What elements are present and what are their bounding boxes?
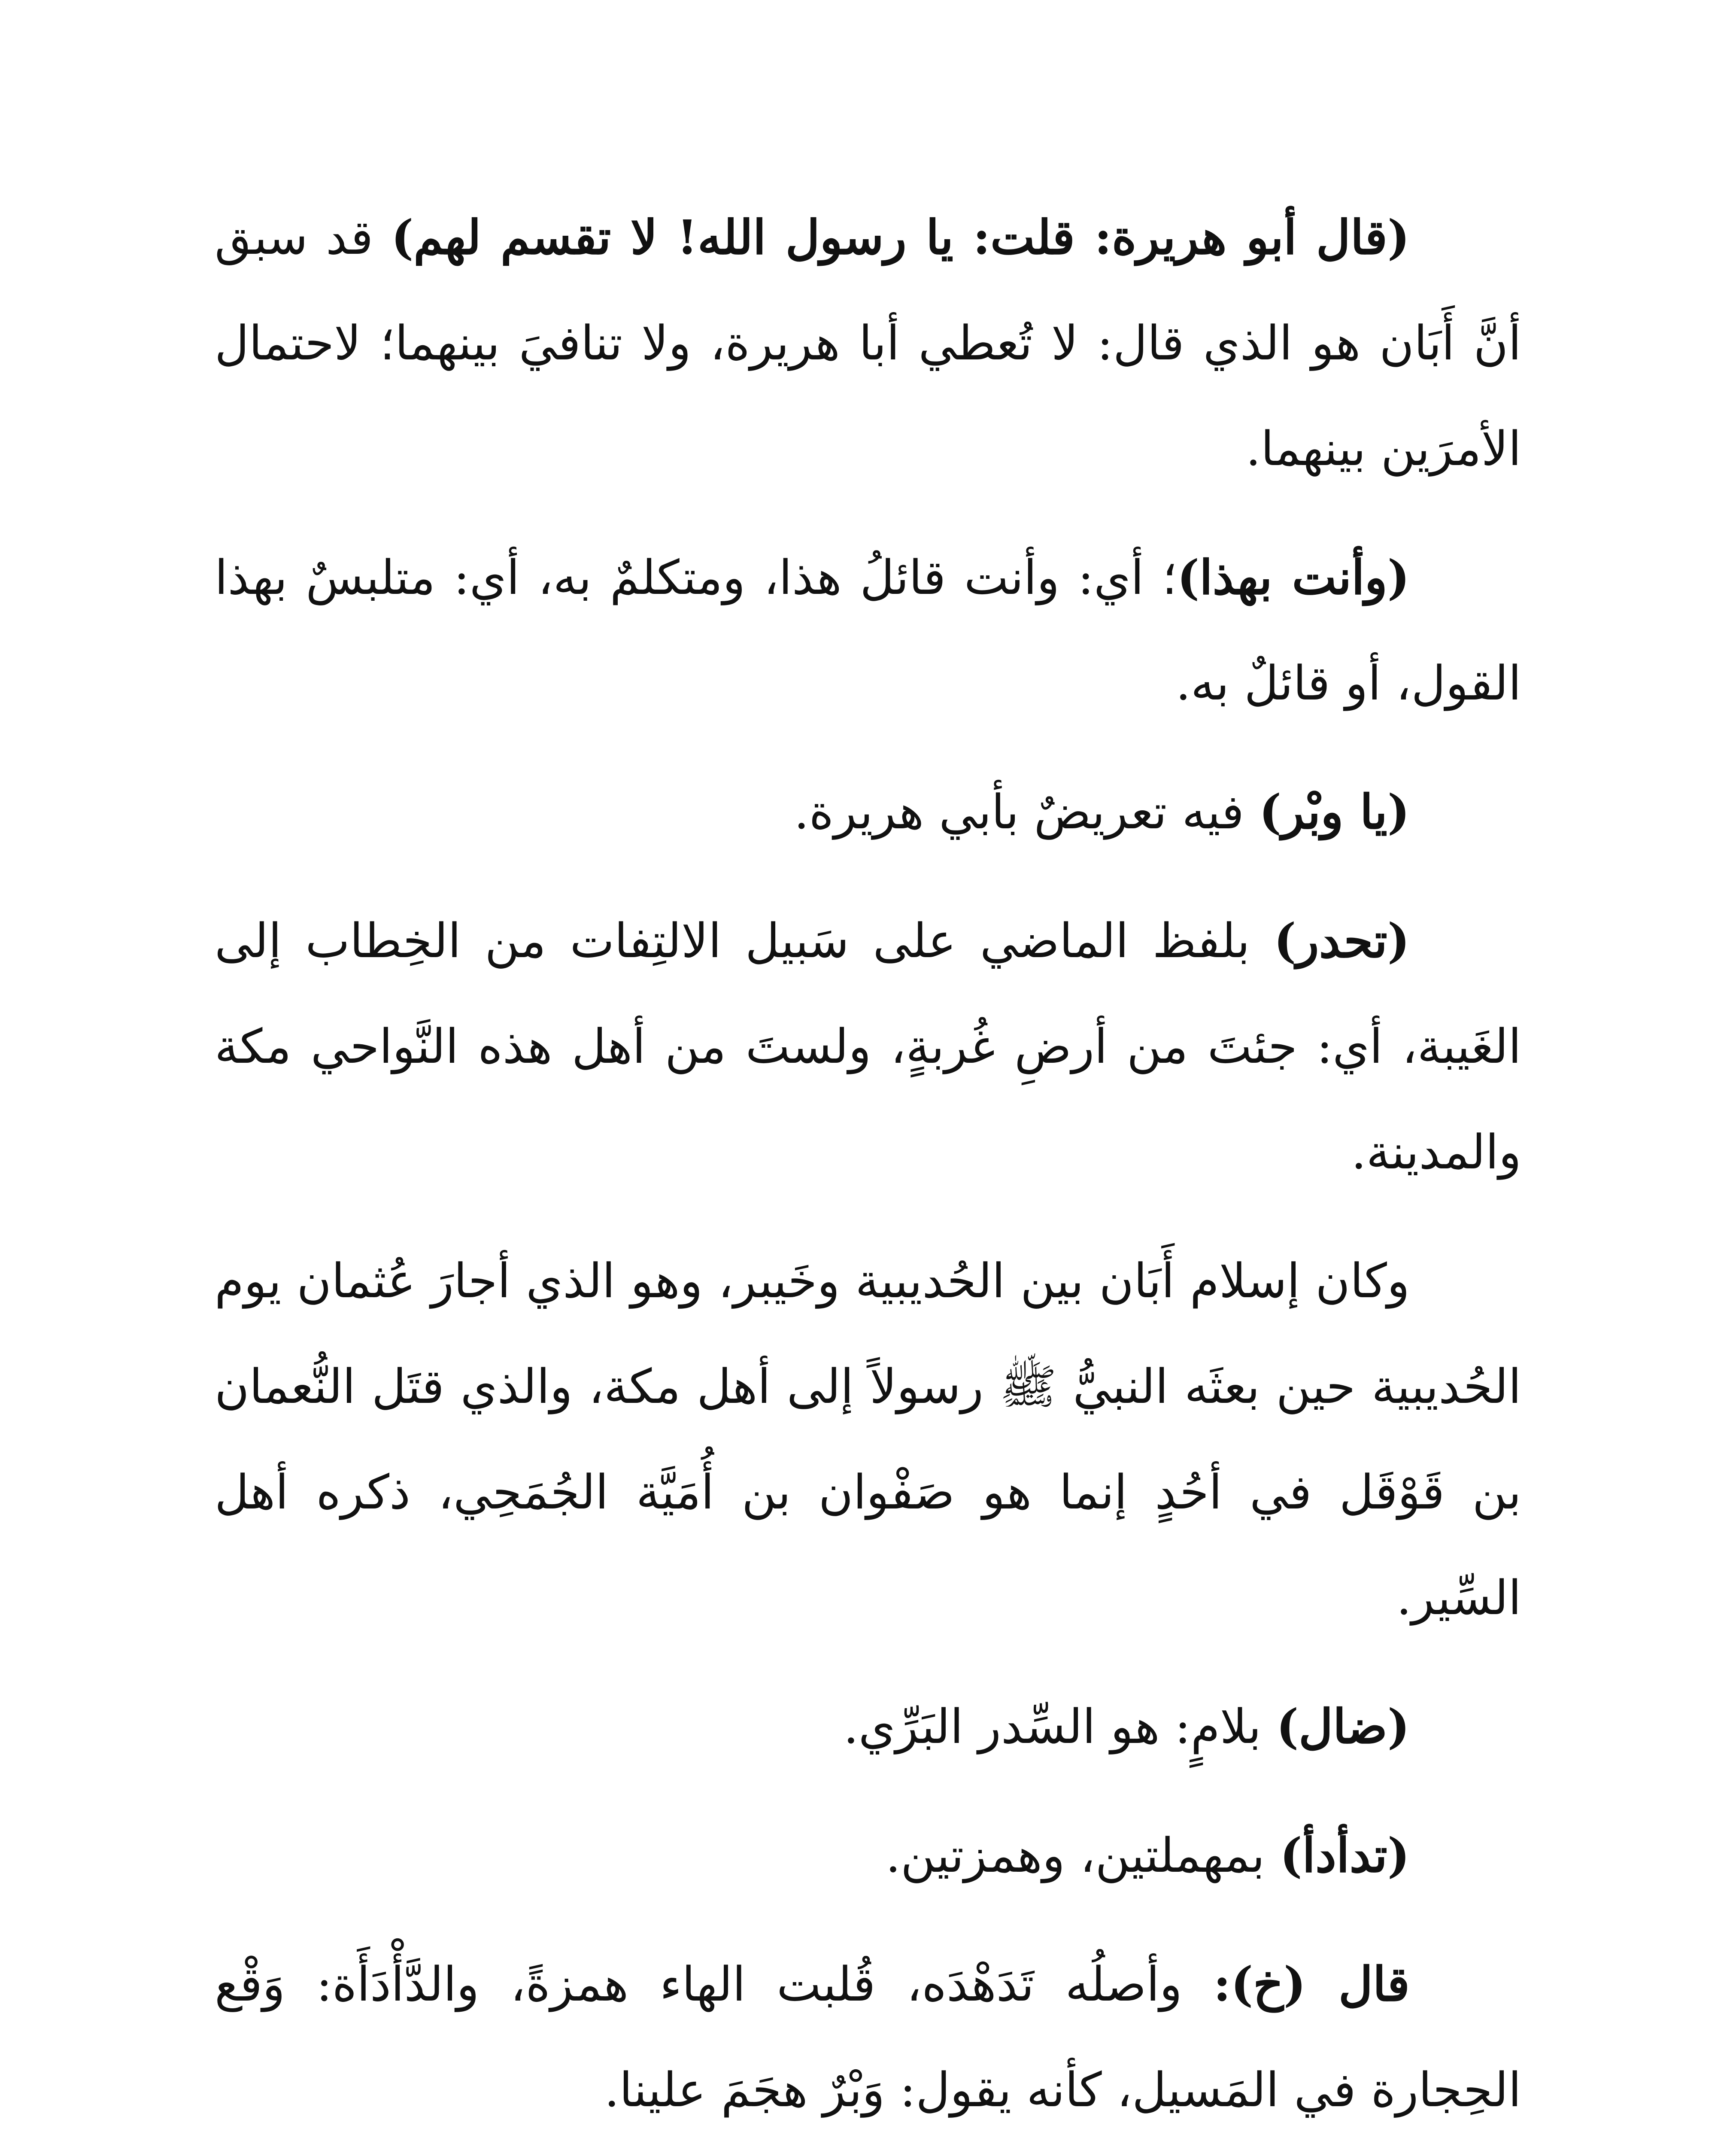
paragraph-text: وكان إسلام أَبَان بين الحُديبية وخَيبر، وهو الذي أجارَ عُثمان يوم الحُديبية حين بعثَه النبيُّ ﷺ رسولاً إلى أهل مكة، والذي قتَل النُّعمان بن قَوْقَل في أحُدٍ إنما هو صَفْوان بن أُمَيَّة الجُمَحِي، ذكره أهل السِّير. xyxy=(215,1253,1521,1625)
lemma: (ضال) xyxy=(1276,1699,1410,1754)
paragraph-6 xyxy=(215,1674,1521,1779)
lemma: (تدأدأ) xyxy=(1280,1828,1410,1883)
paragraph-text: بلامٍ: هو السِّدر البَرِّي. xyxy=(843,1699,1277,1754)
paragraph-text: بمهملتين، وهمزتين. xyxy=(886,1828,1280,1883)
paragraph-text: وأصلُه تَدَهْدَه، قُلبت الهاء همزةً، والدَّأْدَأَة: وَقْع الحِجارة في المَسيل، كأنه يقول: وَبْرٌ هجَمَ علينا. xyxy=(215,1957,1521,2117)
commentary-text-block xyxy=(215,185,1521,2147)
paragraph-text: ؛ أي: وأنت قائلُ هذا، ومتكلمٌ به، أي: متلبسٌ بهذا القول، أو قائلٌ به. xyxy=(215,550,1521,711)
paragraph-text: فيه تعريضٌ بأبي هريرة. xyxy=(794,785,1260,839)
lemma: (وأنت بهذا) xyxy=(1177,550,1410,605)
lemma: قال (خ): xyxy=(1213,1956,1410,2012)
paragraph-4 xyxy=(215,888,1521,1205)
paragraph-1 xyxy=(215,185,1521,502)
paragraph-2 xyxy=(215,525,1521,736)
paragraph-8 xyxy=(215,1931,1521,2143)
paragraph-3 xyxy=(215,759,1521,865)
lemma: (قال أبو هريرة: قلت: يا رسول الله! لا تقسم لهم) xyxy=(391,210,1410,265)
lemma: (تحدر) xyxy=(1274,913,1410,968)
paragraph-text: بلفظ الماضي على سَبيل الالتِفات من الخِطاب إلى الغَيبة، أي: جئتَ من أرضِ غُربةٍ، ولستَ من أهل هذه النَّواحي مكة والمدينة. xyxy=(215,913,1521,1180)
paragraph-5 xyxy=(215,1228,1521,1651)
lemma: (يا وبْر) xyxy=(1259,784,1410,839)
paragraph-7 xyxy=(215,1803,1521,1908)
paragraph-text: قد سبق أنَّ أَبَان هو الذي قال: لا تُعطي أبا هريرة، ولا تنافيَ بينهما؛ لاحتمال الأمرَين بينهما. xyxy=(215,210,1521,476)
